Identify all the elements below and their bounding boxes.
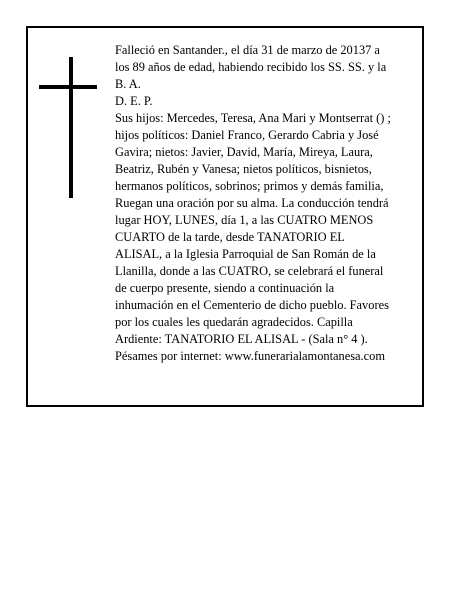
text-line: Beatriz, Rubén y Vanesa; nietos políticos, bisnietos,: [115, 162, 372, 176]
text-line: Falleció en Santander., el día 31 de marzo de 20137 a: [115, 43, 380, 57]
text-line: de cuerpo presente, siendo a continuación la: [115, 281, 335, 295]
cross-vertical-bar: [69, 57, 73, 198]
text-line: lugar HOY, LUNES, día 1, a las CUATRO MENOS: [115, 213, 374, 227]
text-line: los 89 años de edad, habiendo recibido los SS. SS. y la: [115, 60, 387, 74]
text-line: ALISAL, a la Iglesia Parroquial de San Román de la: [115, 247, 376, 261]
text-line: por los cuales les quedarán agradecidos. Capilla: [115, 315, 353, 329]
text-line: hermanos políticos, sobrinos; primos y demás familia,: [115, 179, 384, 193]
text-line: Ardiente: TANATORIO EL ALISAL - (Sala n° 4 ).: [115, 332, 368, 346]
cross-horizontal-bar: [39, 85, 97, 89]
text-line: Gavira; nietos: Javier, David, María, Mireya, Laura,: [115, 145, 373, 159]
text-line: Llanilla, donde a las CUATRO, se celebrará el funeral: [115, 264, 384, 278]
text-line: B. A.: [115, 77, 141, 91]
text-line: inhumación en el Cementerio de dicho pueblo. Favores: [115, 298, 389, 312]
text-line: Ruegan una oración por su alma. La conducción tendrá: [115, 196, 389, 210]
text-line: CUARTO de la tarde, desde TANATORIO EL: [115, 230, 345, 244]
rip-line: D. E. P.: [115, 94, 153, 108]
obituary-notice: [26, 26, 424, 407]
obituary-text: [115, 42, 415, 365]
text-line: Sus hijos: Mercedes, Teresa, Ana Mari y Montserrat () ;: [115, 111, 391, 125]
text-line: hijos políticos: Daniel Franco, Gerardo Cabria y José: [115, 128, 379, 142]
condolences-line: Pésames por internet: www.funerarialamontanesa.com: [115, 349, 385, 363]
